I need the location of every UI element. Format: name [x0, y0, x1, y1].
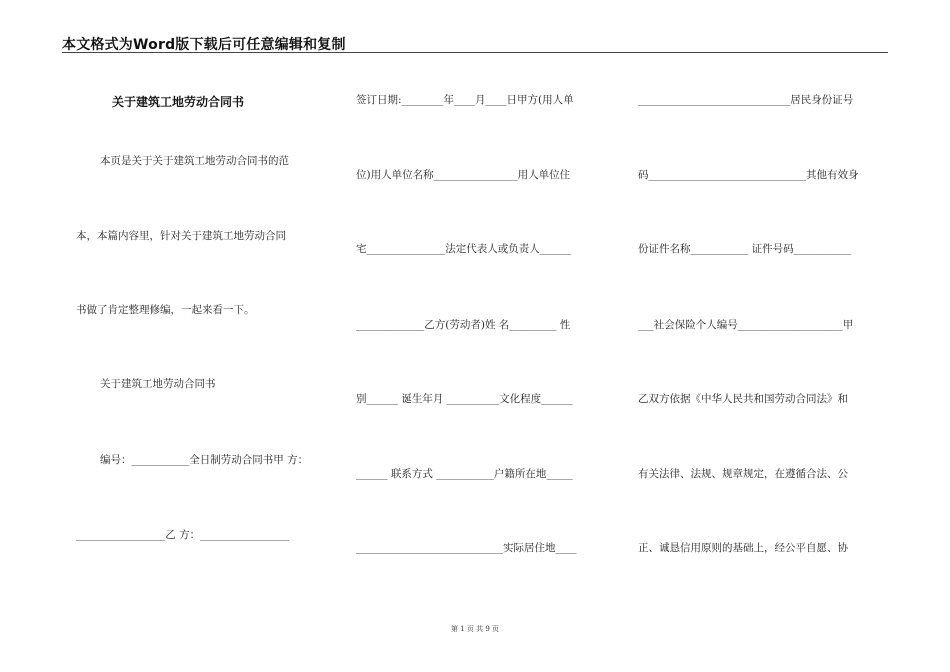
- paragraph-line: 有关法律、法规、规章规定，在遵循合法、公: [638, 468, 848, 480]
- paragraph-line: 码______________________________其他有效身: [638, 169, 859, 181]
- paragraph-line: 乙双方依据《中华人民共和国劳动合同法》和: [638, 393, 848, 405]
- paragraph-line: 别______ 诞生年月 __________文化程度______: [356, 393, 573, 405]
- paragraph-line: ___社会保险个人编号____________________甲: [638, 319, 854, 331]
- paragraph-line: _________________乙 方：_________________: [76, 529, 290, 541]
- paragraph-line: 本页是关于关于建筑工地劳动合同书的范: [100, 155, 289, 167]
- paragraph-line: 宅_______________法定代表人或负责人______: [356, 243, 572, 255]
- paragraph-line: _____________________________居民身份证号: [638, 94, 854, 106]
- paragraph-line: 本，本篇内容里，针对关于建筑工地劳动合同: [76, 230, 286, 242]
- paragraph-line: 位)用人单位名称________________用人单位住: [356, 169, 571, 181]
- header-divider: [62, 52, 888, 53]
- paragraph-line: ____________________________实际居住地____: [356, 542, 577, 554]
- paragraph-line: 编号：___________全日制劳动合同书甲 方：: [100, 454, 309, 466]
- document-title: 关于建筑工地劳动合同书: [112, 95, 245, 109]
- paragraph-line: 签订日期:________年____月____日甲方(用人单: [356, 94, 574, 106]
- paragraph-line: ______ 联系方式 ___________户籍所在地_____: [356, 468, 573, 480]
- paragraph-line: 份证件名称___________ 证件号码___________: [638, 243, 852, 255]
- page-number: 第 1 页 共 9 页: [450, 625, 500, 633]
- paragraph-line: 书做了肯定整理修编，一起来看一下。: [76, 304, 255, 316]
- document-header: 本文格式为Word版下载后可任意编辑和复制: [62, 37, 346, 53]
- paragraph-line: _____________乙方(劳动者)姓 名_________ 性: [356, 319, 571, 331]
- section-heading: 关于建筑工地劳动合同书: [100, 378, 216, 390]
- paragraph-line: 正、诚恳信用原则的基础上，经公平自愿、协: [638, 542, 848, 554]
